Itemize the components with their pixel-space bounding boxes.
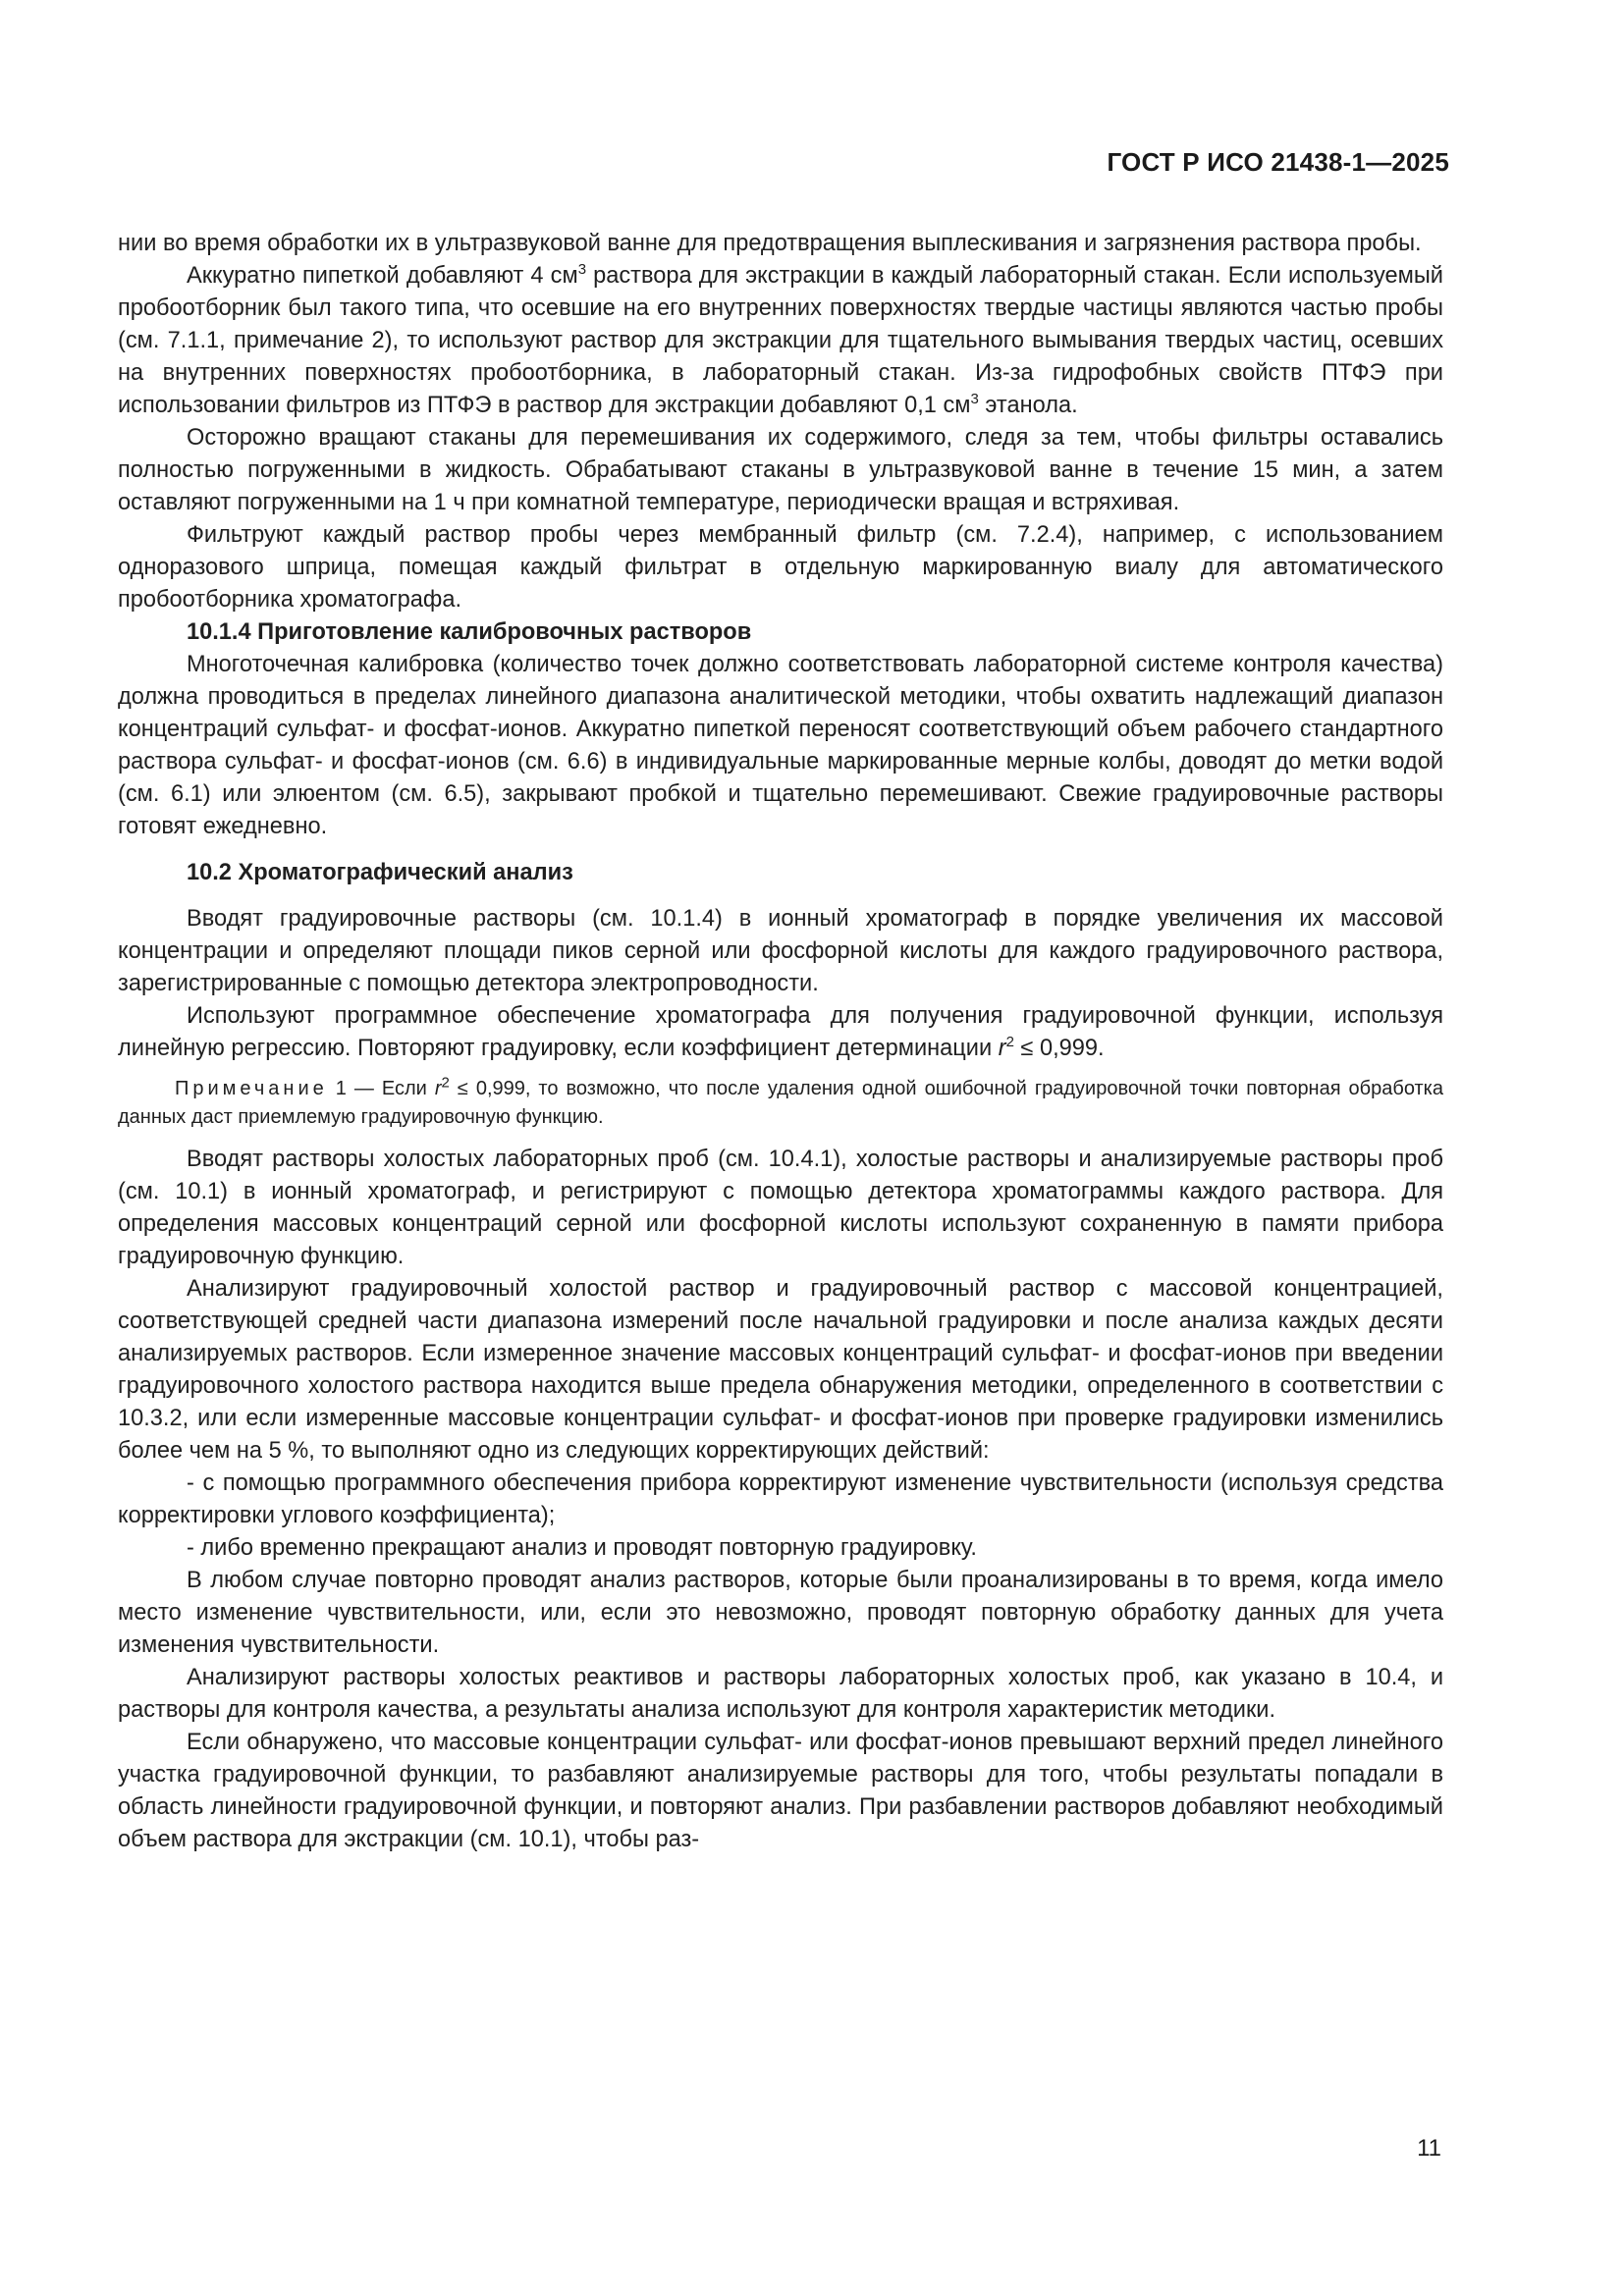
superscript-3: 3 xyxy=(970,391,979,408)
paragraph-add-extraction-solution: Аккуратно пипеткой добавляют 4 $см^3$ раствора для экстракции в каждый лабораторный стакан. Если используемый пробоотборник был такого типа, что осевшие на его внутренних поверхностях твердые частицы являются частью пробы (см. 7.1.1, примечание 2), то используют раствор для экстракции для тщательного вымывания твердых частиц, осевших на внутренних поверхностях пробоотборника, в лабораторный стакан. Из-за гидрофобных свойств ПТФЭ при использовании фильтров из ПТФЭ в раствор для экстракции добавляют 0,1 $см^3$ этанола. xyxy=(118,261,1443,418)
page-number: 11 xyxy=(1417,2135,1441,2162)
paragraph-continuation: нии во время обработки их в ультразвуковой ванне для предотвращения выплескивания и загрязнения раствора пробы. xyxy=(118,231,1422,256)
paragraph-inject-blanks: Вводят растворы холостых лабораторных проб (см. 10.4.1), холостые растворы и анализируемые растворы проб (см. 10.1) в ионный хроматограф, и регистрируют с помощью детектора хроматограммы каждого раствора. Для определения массовых концентраций серной или фосфорной кислоты используют сохраненную в памяти прибора градуировочную функцию. xyxy=(118,1147,1443,1269)
paragraph-reagent-blanks: Анализируют растворы холостых реактивов и растворы лабораторных холостых проб, как указано в 10.4, и растворы для контроля качества, а результаты анализа используют для контроля характеристик методики. xyxy=(118,1665,1443,1723)
paragraph-reanalysis: В любом случае повторно проводят анализ растворов, которые были проанализированы в то время, когда имело место изменение чувствительности, или, если это невозможно, проводят повторную обработку данных для учета изменения чувствительности. xyxy=(118,1568,1443,1658)
note-label: Примечание xyxy=(175,1078,328,1099)
paragraph-dilution: Если обнаружено, что массовые концентрации сульфат- или фосфат-ионов превышают верхний предел линейного участка градуировочной функции, то разбавляют анализируемые растворы для того, чтобы результаты попадали в область линейности градуировочной функции, и повторяют анализ. При разбавлении растворов добавляют необходимый объем раствора для экстракции (см. 10.1), чтобы раз- xyxy=(118,1730,1443,1852)
note-1: Примечание 1 — Если $r^2 \le 0,999$, то возможно, что после удаления одной ошибочной градуировочной точки повторная обработка данных даст приемлемую градуировочную функцию. xyxy=(118,1074,1443,1128)
paragraph-filter-solution: Фильтруют каждый раствор пробы через мембранный фильтр (см. 7.2.4), например, с использованием одноразового шприца, помещая каждый фильтрат в отдельную маркированную виалу для автоматического пробоотборника хроматографа. xyxy=(118,522,1443,613)
paragraph-linear-regression: Используют программное обеспечение хроматографа для получения градуировочной функции, используя линейную регрессию. Повторяют градуировку, если коэффициент детерминации $r^2 \le 0,999$. xyxy=(118,1003,1443,1061)
document-header: ГОСТ Р ИСО 21438-1—2025 xyxy=(1107,147,1449,177)
list-item-software-correction: - с помощью программного обеспечения прибора корректируют изменение чувствительности (используя средства корректировки углового коэффициента); xyxy=(118,1470,1443,1528)
superscript-3: 3 xyxy=(577,261,587,279)
section-heading-10-2: 10.2 Хроматографический анализ xyxy=(187,860,573,885)
document-body xyxy=(118,228,1443,1856)
section-heading-10-1-4: 10.1.4 Приготовление калибровочных растворов xyxy=(187,619,752,645)
paragraph-multipoint-calibration: Многоточечная калибровка (количество точек должно соответствовать лабораторной системе контроля качества) должна проводиться в пределах линейного диапазона аналитической методики, чтобы охватить надлежащий диапазон концентраций сульфат- и фосфат-ионов. Аккуратно пипеткой переносят соответствующий объем рабочего стандартного раствора сульфат- и фосфат-ионов (см. 6.6) в индивидуальные маркированные мерные колбы, доводят до метки водой (см. 6.1) или элюентом (см. 6.5), закрывают пробкой и тщательно перемешивают. Свежие градуировочные растворы готовят ежедневно. xyxy=(118,652,1443,839)
paragraph-calibration-check: Анализируют градуировочный холостой раствор и градуировочный раствор с массовой концентрацией, соответствующей средней части диапазона измерений после начальной градуировки и после анализа каждых десяти анализируемых растворов. Если измеренное значение массовых концентраций сульфат- и фосфат-ионов при введении градуировочного холостого раствора находится выше предела обнаружения методики, определенного в соответствии с 10.3.2, или если измеренные массовые концентрации сульфат- и фосфат-ионов при проверке градуировки изменились более чем на 5 %, то выполняют одно из следующих корректирующих действий: xyxy=(118,1276,1443,1464)
paragraph-inject-calibration: Вводят градуировочные растворы (см. 10.1.4) в ионный хроматограф в порядке увеличения их массовой концентрации и определяют площади пиков серной или фосфорной кислоты для каждого градуировочного раствора, зарегистрированные с помощью детектора электропроводности. xyxy=(118,906,1443,996)
paragraph-rotate-beakers: Осторожно вращают стаканы для перемешивания их содержимого, следя за тем, чтобы фильтры оставались полностью погруженными в жидкость. Обрабатывают стаканы в ультразвуковой ванне в течение 15 мин, а затем оставляют погруженными на 1 ч при комнатной температуре, периодически вращая и встряхивая. xyxy=(118,425,1443,515)
list-item-recalibration: - либо временно прекращают анализ и проводят повторную градуировку. xyxy=(187,1535,977,1561)
